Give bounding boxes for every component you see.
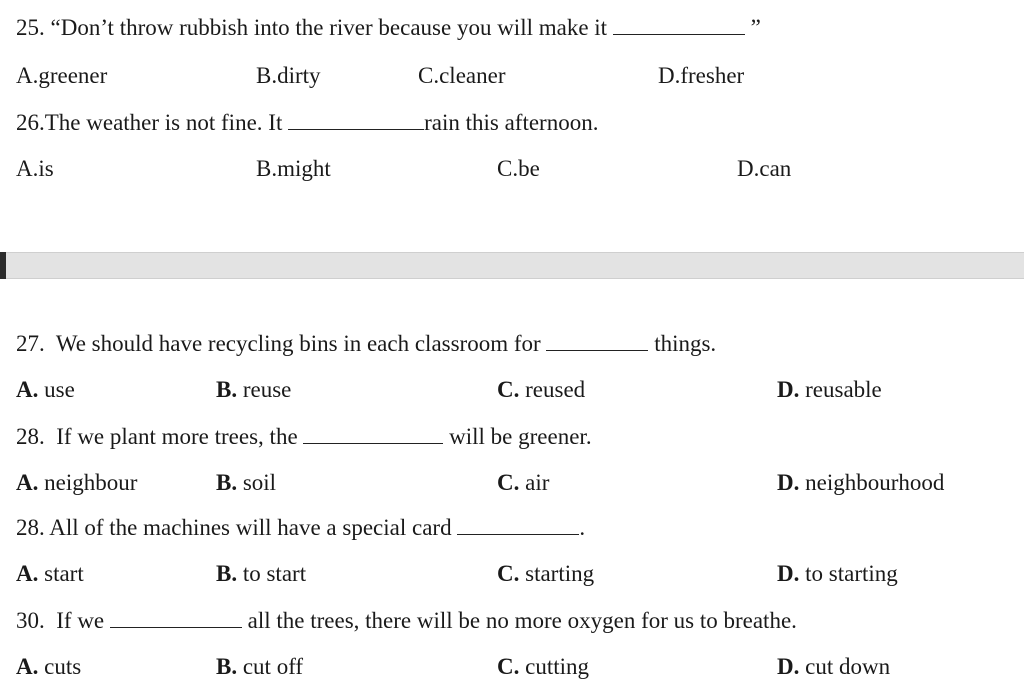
page-separator bbox=[6, 252, 1024, 279]
option-text: reuse bbox=[237, 377, 292, 402]
question-25 bbox=[16, 14, 761, 42]
option-d bbox=[777, 469, 944, 497]
option-c bbox=[497, 560, 594, 588]
answer-blank bbox=[546, 332, 648, 351]
option-letter: C. bbox=[497, 561, 520, 586]
option-letter: C. bbox=[497, 470, 520, 495]
option-b: B.dirty bbox=[256, 63, 321, 88]
option-text: soil bbox=[237, 470, 277, 495]
option-b bbox=[216, 469, 276, 497]
question-30 bbox=[16, 607, 797, 635]
option-letter: C. bbox=[497, 654, 520, 679]
option-letter: A. bbox=[16, 654, 39, 679]
option-b bbox=[216, 376, 291, 404]
question-text: If we plant more trees, the bbox=[56, 424, 298, 449]
option-b bbox=[216, 653, 303, 681]
question-text-end: things. bbox=[654, 331, 717, 356]
option-d bbox=[777, 560, 898, 588]
option-text: to starting bbox=[799, 561, 898, 586]
question-text: We should have recycling bins in each classroom for bbox=[55, 331, 541, 356]
option-text: neighbourhood bbox=[799, 470, 945, 495]
question-number: 28. bbox=[16, 515, 45, 540]
question-26 bbox=[16, 109, 598, 137]
question-text-end: all the trees, there will be no more oxygen for us to breathe. bbox=[247, 608, 797, 633]
question-text-end: will be greener. bbox=[449, 424, 592, 449]
option-text: start bbox=[38, 561, 84, 586]
option-b bbox=[216, 560, 306, 588]
question-number: 27. bbox=[16, 331, 45, 356]
option-letter: D. bbox=[777, 377, 800, 402]
answer-blank bbox=[288, 111, 424, 130]
question-28-machines bbox=[16, 514, 585, 542]
option-a bbox=[16, 376, 75, 404]
option-text: starting bbox=[519, 561, 595, 586]
option-text: neighbour bbox=[38, 470, 138, 495]
answer-blank bbox=[110, 609, 242, 628]
answer-blank bbox=[303, 425, 443, 444]
question-number: 25. bbox=[16, 15, 45, 40]
bottom-page bbox=[0, 279, 1024, 693]
option-text: air bbox=[519, 470, 550, 495]
option-c bbox=[497, 376, 585, 404]
option-letter: B. bbox=[216, 470, 238, 495]
option-c bbox=[497, 469, 549, 497]
question-number: 26. bbox=[16, 110, 45, 135]
option-letter: A. bbox=[16, 377, 39, 402]
question-text-end: . bbox=[579, 515, 586, 540]
option-c: C.be bbox=[497, 156, 540, 181]
option-text: use bbox=[38, 377, 75, 402]
option-text: cut down bbox=[799, 654, 891, 679]
option-text: cuts bbox=[38, 654, 82, 679]
option-a bbox=[16, 653, 81, 681]
question-number: 28. bbox=[16, 424, 45, 449]
option-letter: C. bbox=[497, 377, 520, 402]
option-d bbox=[777, 376, 882, 404]
option-text: cut off bbox=[237, 654, 304, 679]
option-d: D.fresher bbox=[658, 63, 745, 88]
option-a: A.is bbox=[16, 156, 54, 181]
question-text: “Don’t throw rubbish into the river because you will make it bbox=[50, 15, 608, 40]
option-c: C.cleaner bbox=[418, 63, 506, 88]
option-a bbox=[16, 469, 137, 497]
option-letter: D. bbox=[777, 654, 800, 679]
option-letter: D. bbox=[777, 470, 800, 495]
option-letter: A. bbox=[16, 470, 39, 495]
option-letter: D. bbox=[777, 561, 800, 586]
option-text: cutting bbox=[519, 654, 590, 679]
question-28-trees bbox=[16, 423, 592, 451]
option-c bbox=[497, 653, 589, 681]
answer-blank bbox=[613, 16, 745, 35]
option-text: to start bbox=[237, 561, 307, 586]
question-27 bbox=[16, 330, 716, 358]
answer-blank bbox=[457, 516, 579, 535]
question-text: The weather is not fine. It bbox=[44, 110, 283, 135]
question-text: All of the machines will have a special card bbox=[49, 515, 452, 540]
option-d bbox=[777, 653, 890, 681]
option-letter: B. bbox=[216, 654, 238, 679]
option-a bbox=[16, 560, 84, 588]
question-text-end: rain this afternoon. bbox=[424, 110, 599, 135]
option-a: A.greener bbox=[16, 63, 108, 88]
option-b: B.might bbox=[256, 156, 331, 181]
option-text: reusable bbox=[799, 377, 882, 402]
option-letter: B. bbox=[216, 561, 238, 586]
question-number: 30. bbox=[16, 608, 45, 633]
question-text-end: ” bbox=[750, 15, 761, 40]
option-text: reused bbox=[519, 377, 586, 402]
top-page bbox=[0, 0, 1024, 252]
question-text: If we bbox=[56, 608, 105, 633]
option-d: D.can bbox=[737, 156, 792, 181]
option-letter: A. bbox=[16, 561, 39, 586]
option-letter: B. bbox=[216, 377, 238, 402]
